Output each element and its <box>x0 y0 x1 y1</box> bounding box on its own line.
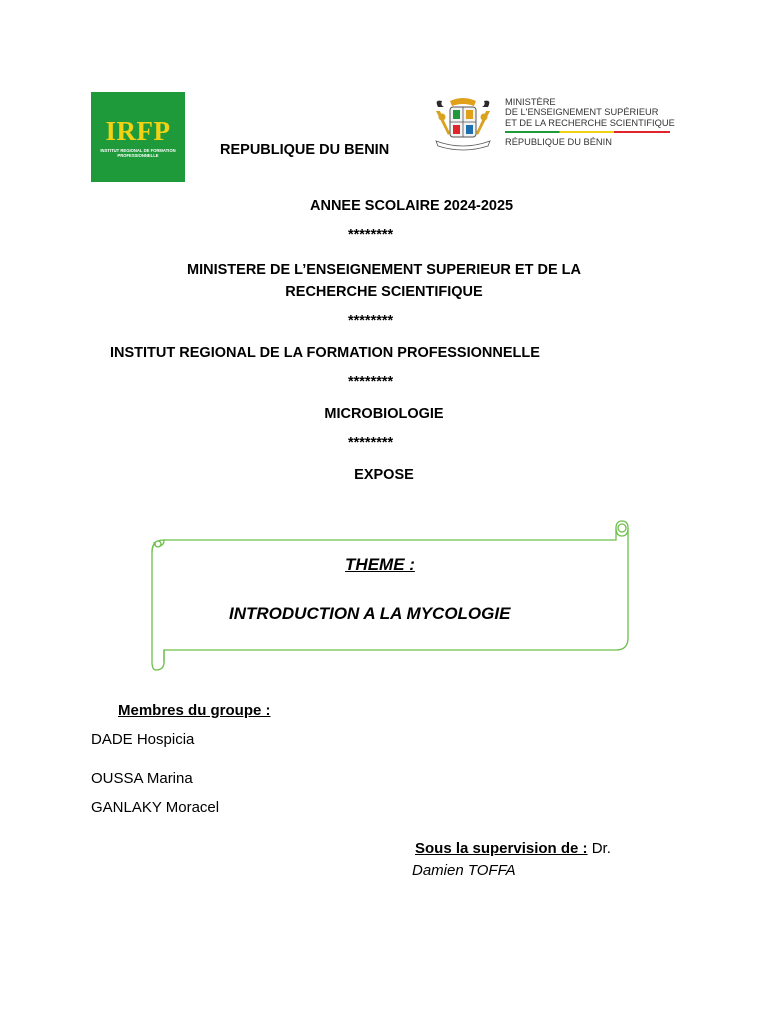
member-1: DADE Hospicia <box>91 731 195 748</box>
member-2: OUSSA Marina <box>91 770 193 787</box>
ministry-logo-line1: MINISTÈRE <box>505 97 556 107</box>
republic-heading: REPUBLIQUE DU BENIN <box>220 142 390 158</box>
irfp-logo-text: IRFP <box>105 116 171 146</box>
ministry-logo-text <box>505 97 675 128</box>
separator: ******** <box>348 374 394 390</box>
supervision-label: Sous la supervision de : <box>415 840 588 857</box>
ministry-logo <box>432 97 677 153</box>
subject: MICROBIOLOGIE <box>324 406 444 422</box>
theme-scroll-banner <box>148 518 632 674</box>
members-heading: Membres du groupe : <box>118 702 271 719</box>
flag-stripe <box>505 131 670 133</box>
separator: ******** <box>348 227 394 243</box>
document-type: EXPOSE <box>354 467 414 483</box>
separator: ******** <box>348 313 394 329</box>
ministry-logo-line3: ET DE LA RECHERCHE SCIENTIFIQUE <box>505 117 675 128</box>
member-3: GANLAKY Moracel <box>91 799 220 816</box>
ministry-logo-republic: RÉPUBLIQUE DU BÉNIN <box>505 137 612 147</box>
irfp-logo <box>91 92 185 182</box>
ministry-logo-line2: DE L'ENSEIGNEMENT SUPÉRIEUR <box>505 107 659 118</box>
supervisor-title: Dr. <box>591 840 611 857</box>
supervision-line <box>415 840 611 857</box>
ministry-line-1: MINISTERE DE L’ENSEIGNEMENT SUPERIEUR ET DE LA <box>187 262 581 278</box>
theme-title: INTRODUCTION A LA MYCOLOGIE <box>229 604 511 623</box>
supervisor-name: Damien TOFFA <box>412 862 516 879</box>
ministry-line-2: RECHERCHE SCIENTIFIQUE <box>285 284 483 300</box>
theme-label: THEME : <box>345 555 415 574</box>
benin-coat-of-arms-icon <box>432 97 494 153</box>
school-year: ANNEE SCOLAIRE 2024-2025 <box>310 198 514 214</box>
separator: ******** <box>348 435 394 451</box>
irfp-logo-subtitle: INSTITUT REGIONAL DE FORMATION PROFESSIONNELLE <box>100 148 176 158</box>
institute-name: INSTITUT REGIONAL DE LA FORMATION PROFESSIONNELLE <box>110 345 540 361</box>
